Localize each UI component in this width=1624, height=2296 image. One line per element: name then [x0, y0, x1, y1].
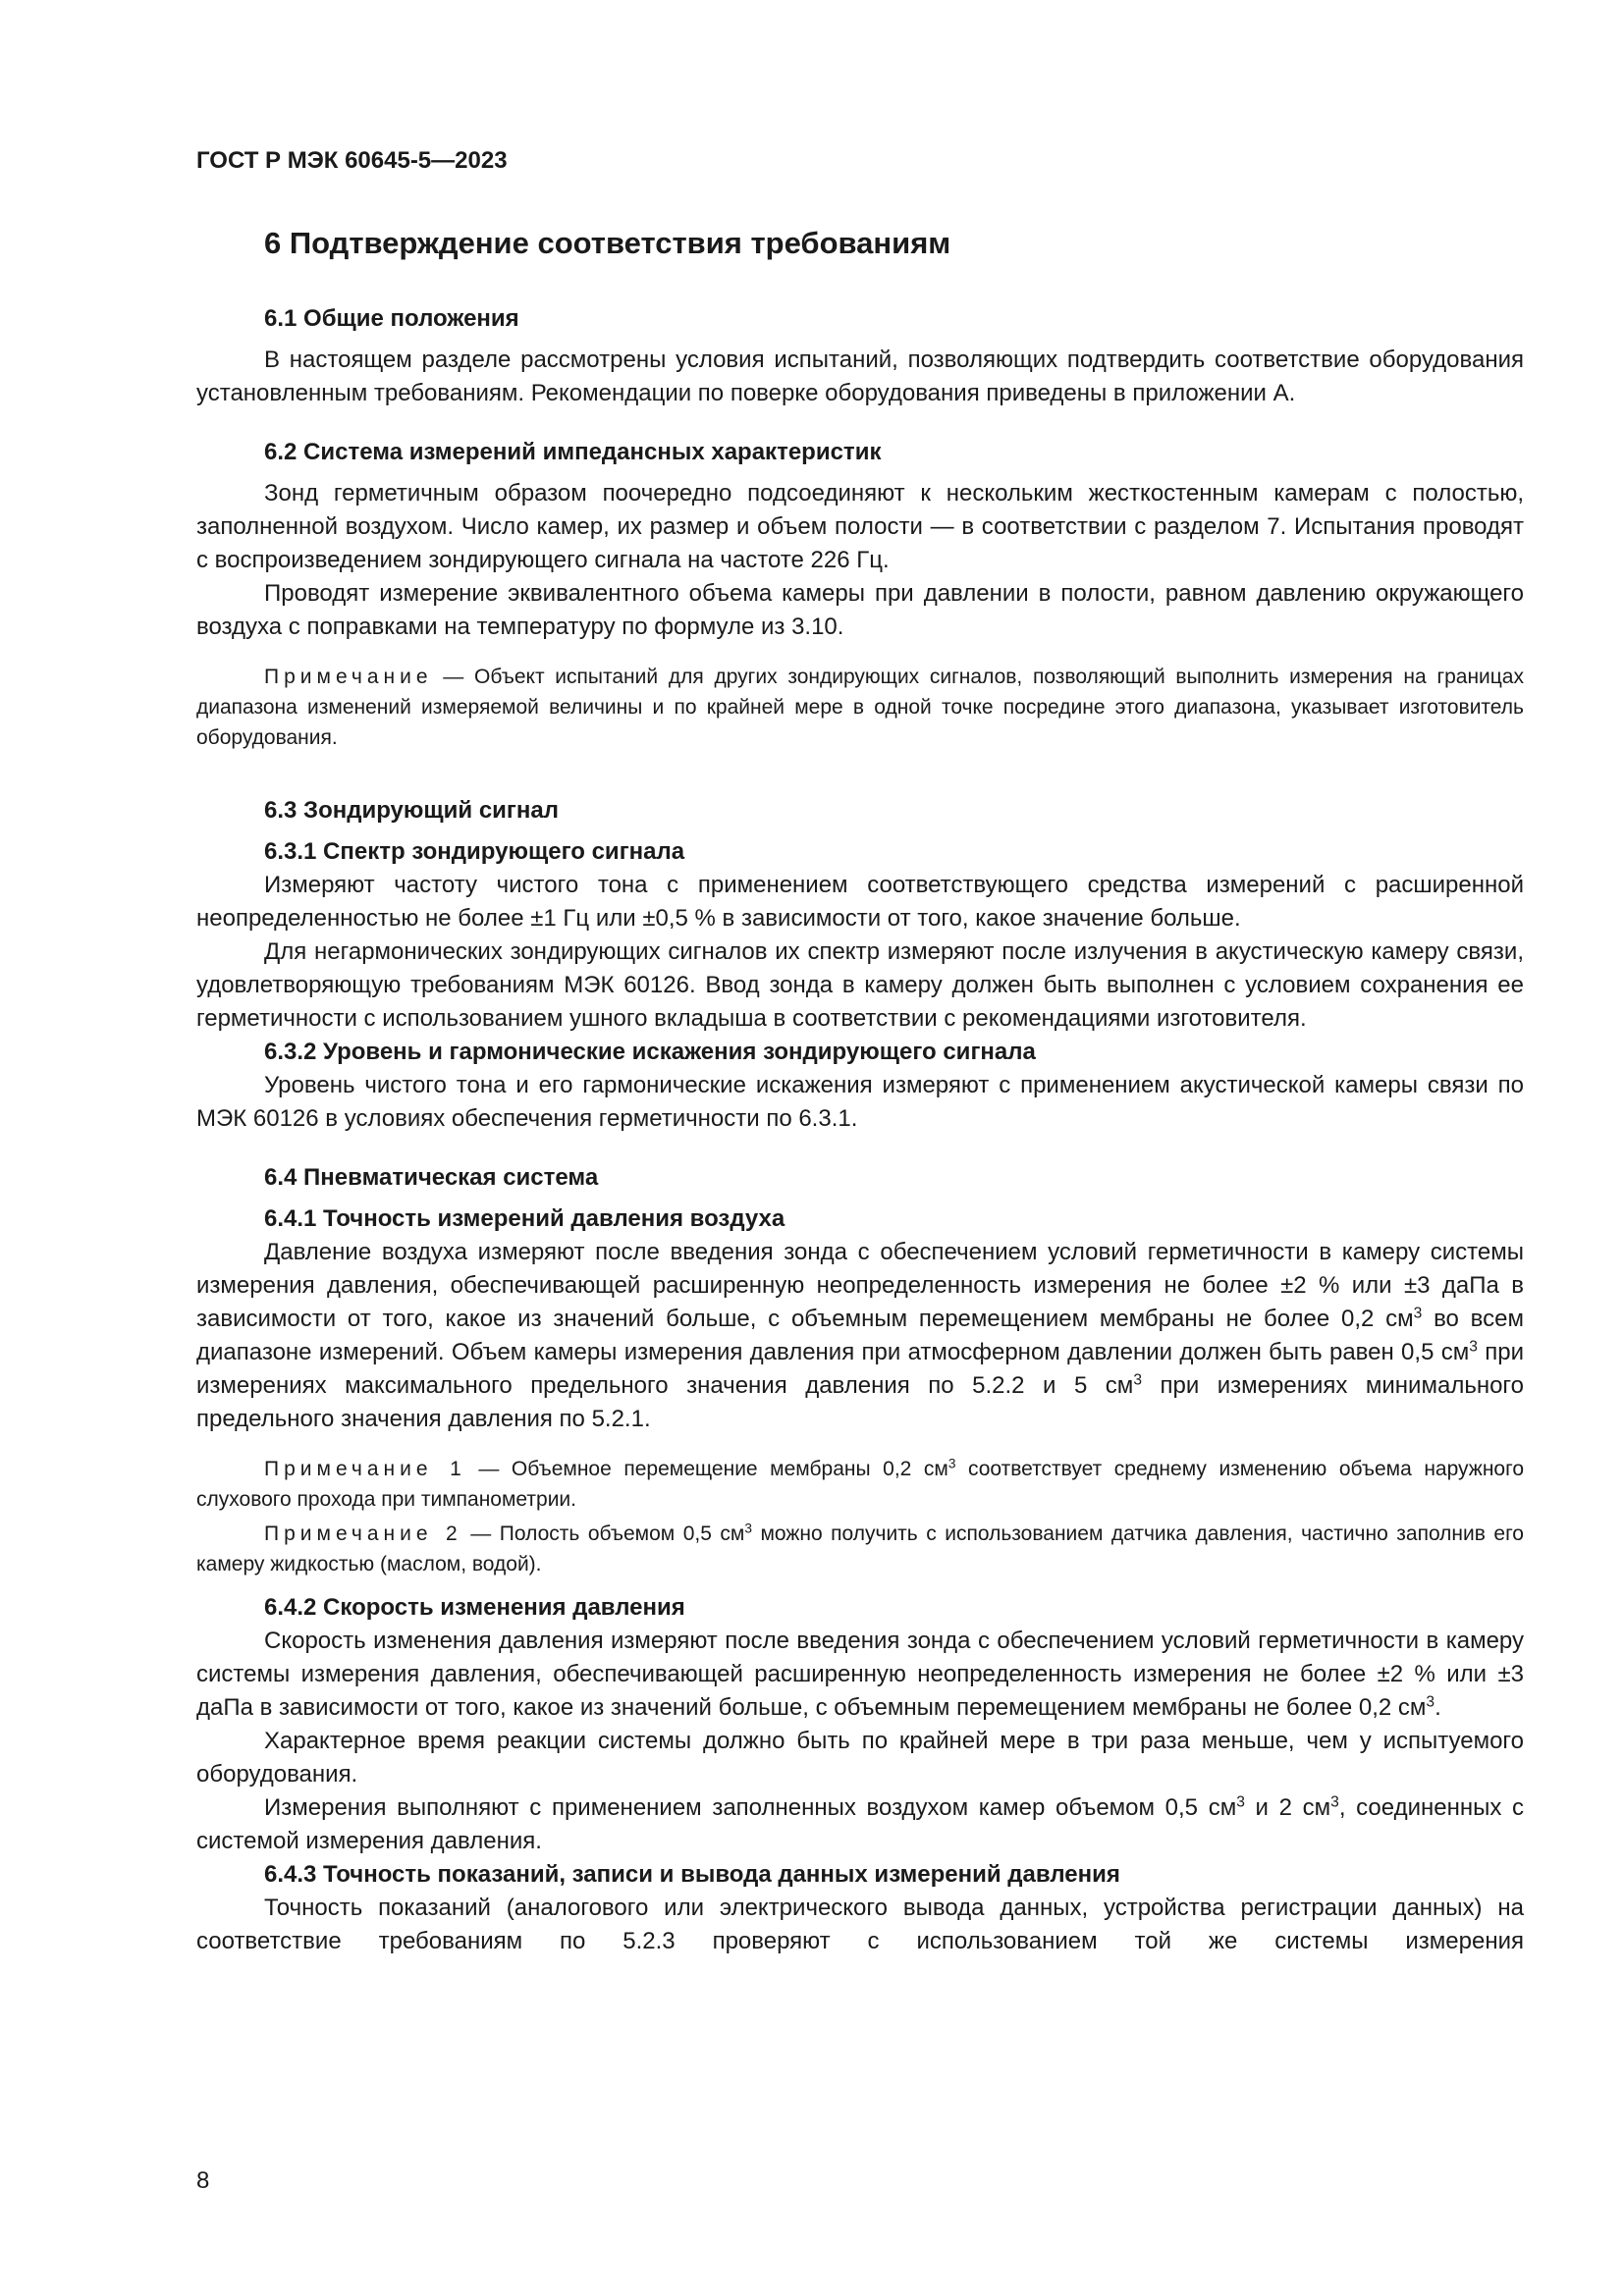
note-label: Примечание: [264, 666, 433, 688]
section-6-4-1-paragraph: Давление воздуха измеряют после введения зонда с обеспечением условий герметичности в камеру системы измерения давления, обеспечивающей расширенную неопределенность измерения не более ±2 % или ±3 даПа в зависимости от того, какое из значений больше, с объемным перемещением мембраны не более 0,2 $см^3$ во всем диапазоне измерений. Объем камеры измерения давления при атмосферном давлении должен быть равен 0,5 $см^3$ при измерениях максимального предельного значения давления по 5.2.2 и 5 $см^3$ при измерениях минимального предельного значения давления по 5.2.1.: [196, 1239, 1524, 1432]
note-label: Примечание 2: [264, 1522, 462, 1545]
section-6-3-1-title: 6.3.1 Спектр зондирующего сигнала: [264, 838, 685, 865]
section-6-2-title: 6.2 Система измерений импедансных характеристик: [264, 439, 882, 465]
section-6-1-paragraph: В настоящем разделе рассмотрены условия испытаний, позволяющих подтвердить соответствие оборудования установленным требованиям. Рекомендации по поверке оборудования приведены в приложении А.: [196, 347, 1524, 406]
section-6-3-1-paragraph-2: Для негармонических зондирующих сигналов их спектр измеряют после излучения в акустическую камеру связи, удовлетворяющую требованиям МЭК 60126. Ввод зонда в камеру должен быть выполнен с условием сохранения ее герметичности с использованием ушного вкладыша в соответствии с рекомендациями изготовителя.: [196, 938, 1524, 1032]
section-6-title: 6 Подтверждение соответствия требованиям: [264, 226, 951, 260]
section-6-3-1-paragraph-1: Измеряют частоту чистого тона с применением соответствующего средства измерений с расширенной неопределенностью не более ±1 Гц или ±0,5 % в зависимости от того, какое значение больше.: [196, 872, 1524, 932]
section-6-2-note: [196, 662, 1524, 753]
section-6-4-3-paragraph: Точность показаний (аналогового или электрического вывода данных, устройства регистрации данных) на соответствие требованиям по 5.2.3 проверяют с использованием той же системы измерения: [196, 1895, 1524, 1954]
note-text: — Объект испытаний для других зондирующих сигналов, позволяющий выполнить измерения на границах диапазона изменений измеряемой величины и по крайней мере в одной точке посредине этого диапазона, указывает изготовитель оборудования.: [196, 666, 1524, 749]
section-6-4-1-note-2: Примечание 2 — Полость объемом 0,5 $см^3$ можно получить с использованием датчика давления, частично заполнив его камеру жидкостью (маслом, водой).: [196, 1521, 1524, 1575]
section-6-4-2-paragraph-2: Характерное время реакции системы должно быть по крайней мере в три раза меньше, чем у испытуемого оборудования.: [196, 1728, 1524, 1788]
section-6-4-2-paragraph-1: Скорость изменения давления измеряют после введения зонда с обеспечением условий герметичности в камеру системы измерения давления, обеспечивающей расширенную неопределенность измерения не более ±2 % или ±3 даПа в зависимости от того, какое из значений больше, с объемным перемещением мембраны не более 0,2 $см^3$.: [196, 1628, 1524, 1721]
section-6-4-1-note-1: Примечание 1 — Объемное перемещение мембраны 0,2 $см^3$ соответствует среднему изменению объема наружного слухового прохода при тимпанометрии.: [196, 1456, 1524, 1511]
section-6-3-2-paragraph: Уровень чистого тона и его гармонические искажения измеряют с применением акустической камеры связи по МЭК 60126 в условиях обеспечения герметичности по 6.3.1.: [196, 1072, 1524, 1132]
section-6-2-paragraph-1: Зонд герметичным образом поочередно подсоединяют к нескольким жесткостенным камерам с полостью, заполненной воздухом. Число камер, их размер и объем полости — в соответствии с разделом 7. Испытания проводят с воспроизведением зондирующего сигнала на частоте 226 Гц.: [196, 480, 1524, 573]
section-6-4-1-title: 6.4.1 Точность измерений давления воздуха: [264, 1205, 785, 1232]
section-6-1-title: 6.1 Общие положения: [264, 305, 519, 332]
section-6-3-title: 6.3 Зондирующий сигнал: [264, 797, 560, 824]
section-6-4-2-title: 6.4.2 Скорость изменения давления: [264, 1594, 685, 1621]
document-page: [196, 147, 1524, 2150]
section-6-3-2-title: 6.3.2 Уровень и гармонические искажения зондирующего сигнала: [264, 1039, 1036, 1065]
section-6-4-3-title: 6.4.3 Точность показаний, записи и вывода данных измерений давления: [264, 1861, 1120, 1888]
page-number: 8: [196, 2167, 210, 2194]
note-label: Примечание 1: [264, 1458, 466, 1480]
document-code-header: ГОСТ Р МЭК 60645-5—2023: [196, 147, 508, 174]
section-6-2-paragraph-2: Проводят измерение эквивалентного объема камеры при давлении в полости, равном давлению окружающего воздуха с поправками на температуру по формуле из 3.10.: [196, 580, 1524, 640]
section-6-4-title: 6.4 Пневматическая система: [264, 1164, 599, 1191]
section-6-4-2-paragraph-3: Измерения выполняют с применением заполненных воздухом камер объемом 0,5 $см^3$ и 2 $см^3$, соединенных с системой измерения давления.: [196, 1793, 1525, 1854]
